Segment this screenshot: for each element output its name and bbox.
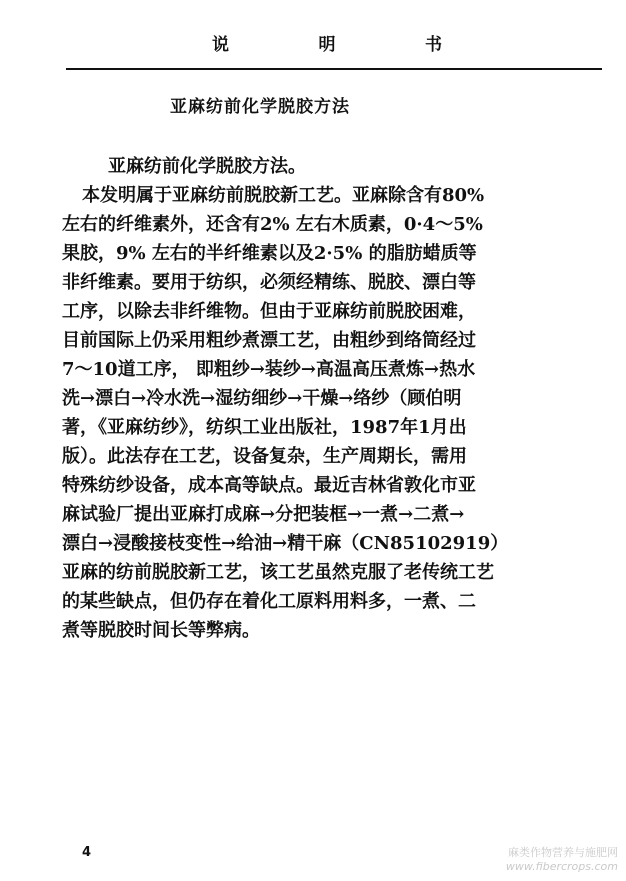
header-title — [212, 30, 442, 55]
body-line: 左右的纤维素外，还含有2% 左右木质素，0·4～5% — [62, 214, 483, 235]
body-line: 亚麻的纺前脱胶新工艺，该工艺虽然克服了老传统工艺 — [62, 562, 494, 583]
body-line: 目前国际上仍采用粗纱煮漂工艺，由粗纱到络筒经过 — [62, 330, 476, 351]
body-line: 麻试验厂提出亚麻打成麻→分把装框→一煮→二煮→ — [62, 504, 465, 525]
body-line: 洗→漂白→冷水洗→湿纺细纱→干燥→络纱（顾伯明 — [62, 388, 462, 409]
body-line: 漂白→浸酸接枝变性→给油→精干麻（CN85102919） — [62, 533, 509, 554]
body-line: 的某些缺点，但仍存在着化工原料用料多，一煮、二 — [62, 591, 476, 612]
body-line: 亚麻纺前化学脱胶方法。 — [108, 156, 306, 177]
document-body — [62, 152, 588, 645]
body-line: 著，《亚麻纺纱》，纺织工业出版社，1987年1月出 — [62, 417, 467, 438]
header-char-3: 书 — [425, 35, 442, 55]
page-number: 4 — [82, 845, 92, 860]
page-header — [0, 30, 626, 70]
header-char-1: 说 — [212, 35, 229, 55]
body-line: 7～10道工序， 即粗纱→装纱→高温高压煮炼→热水 — [62, 359, 476, 380]
watermark-cn: 麻类作物营养与施肥网 — [508, 846, 618, 859]
body-line: 版）。此法存在工艺，设备复杂，生产周期长，需用 — [62, 446, 467, 467]
body-line: 非纤维素。要用于纺织，必须经精练、脱胶、漂白等 — [62, 272, 476, 293]
header-char-2: 明 — [318, 35, 336, 55]
document-title: 亚麻纺前化学脱胶方法 — [170, 97, 350, 117]
watermark — [506, 846, 618, 874]
header-divider — [66, 68, 602, 70]
body-line: 果胶，9% 左右的半纤维素以及2·5% 的脂肪蜡质等 — [62, 243, 477, 264]
body-line: 本发明属于亚麻纺前脱胶新工艺。亚麻除含有80% — [82, 185, 485, 206]
watermark-url: www.fibercrops.com — [505, 860, 618, 873]
body-line: 煮等脱胶时间长等弊病。 — [62, 620, 260, 641]
body-line: 工序，以除去非纤维物。但由于亚麻纺前脱胶困难， — [62, 301, 476, 322]
body-line: 特殊纺纱设备，成本高等缺点。最近吉林省敦化市亚 — [62, 475, 476, 496]
